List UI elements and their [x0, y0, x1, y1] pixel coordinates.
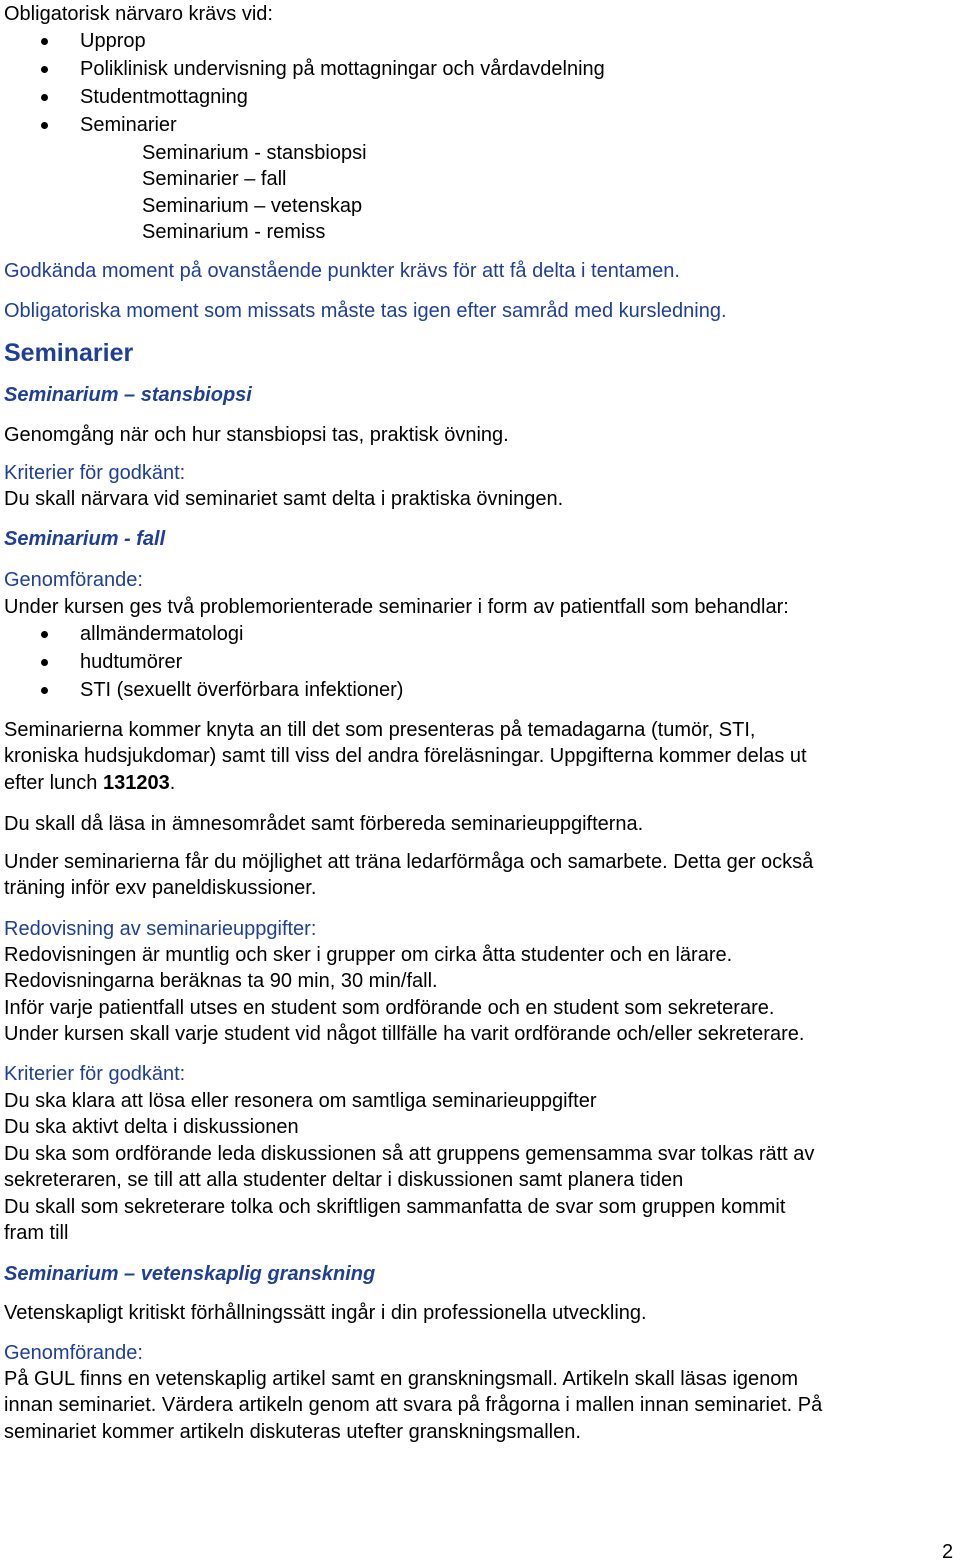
bullet-icon	[41, 122, 48, 129]
fall-paragraph-3: Under seminarierna får du möjlighet att träna ledarförmåga och samarbete. Detta ger också träning inför exv paneldiskussioner.	[4, 851, 814, 900]
bullet-icon	[41, 66, 48, 73]
fall-intro: Under kursen ges två problemorienterade seminarier i form av patientfall som behandlar:	[4, 596, 789, 618]
bullet-icon	[41, 631, 48, 638]
bullet-icon	[41, 687, 48, 694]
stansbiopsi-title: Seminarium – stansbiopsi	[4, 384, 252, 406]
stansbiopsi-criteria-label: Kriterier för godkänt:	[4, 462, 186, 484]
sub-list-item: Seminarium - stansbiopsi	[142, 142, 367, 164]
sub-list-item: Seminarier – fall	[142, 168, 287, 190]
vetenskaplig-description: Vetenskapligt kritiskt förhållningssätt ingår i din professionella utveckling.	[4, 1302, 647, 1324]
sub-list-item: Seminarium – vetenskap	[142, 195, 363, 217]
fall-criteria-label: Kriterier för godkänt:	[4, 1063, 186, 1085]
sub-list-item: Seminarium - remiss	[142, 221, 326, 243]
fall-criteria-text: Du ska klara att lösa eller resonera om samtliga seminarieuppgifter Du ska aktivt delta i diskussionen Du ska som ordförande leda diskussionen så att gruppens gemensamma svar tolkas rätt av sekreteraren, se till att alla studenter deltar i diskussionen samt planera tiden Du skall som sekreterare tolka och skriftligen sammanfatta de svar som gruppen kommit fram till	[4, 1090, 815, 1245]
vetenskaplig-text: På GUL finns en vetenskaplig artikel samt en granskningsmall. Artikeln skall läsas igenom innan seminariet. Värdera artikeln genom att svara på frågorna i mallen innan seminariet. På seminariet kommer artikeln diskuteras utefter granskningsmallen.	[4, 1368, 823, 1443]
requirement-note: Godkända moment på ovanstående punkter krävs för att få delta i tentamen.	[4, 260, 680, 282]
fall-title: Seminarium - fall	[4, 528, 166, 550]
bullet-icon	[41, 38, 48, 45]
attendance-heading: Obligatorisk närvaro krävs vid:	[4, 3, 273, 25]
section-heading-seminarier: Seminarier	[4, 339, 134, 367]
vetenskaplig-genomforande-label: Genomförande:	[4, 1342, 143, 1364]
redovisning-text: Redovisningen är muntlig och sker i grupper om cirka åtta studenter och en lärare. Redovisningarna beräknas ta 90 min, 30 min/fall. Inför varje patientfall utses en student som ordförande och en student som sekreterare. Under kursen skall varje student vid något tillfälle ha varit ordförande och/eller sekreterare.	[4, 944, 805, 1046]
fall-genomforande-label: Genomförande:	[4, 569, 143, 591]
makeup-note: Obligatoriska moment som missats måste tas igen efter samråd med kursledning.	[4, 300, 727, 322]
redovisning-label: Redovisning av seminarieuppgifter:	[4, 918, 317, 940]
bullet-icon	[41, 659, 48, 666]
stansbiopsi-description: Genomgång när och hur stansbiopsi tas, praktisk övning.	[4, 424, 509, 446]
fall-paragraph-2: Du skall då läsa in ämnesområdet samt förbereda seminarieuppgifterna.	[4, 813, 644, 835]
stansbiopsi-criteria-text: Du skall närvara vid seminariet samt delta i praktiska övningen.	[4, 488, 564, 510]
bullet-icon	[41, 94, 48, 101]
page-number: 2	[942, 1541, 954, 1563]
handout-date: 131203	[102, 771, 170, 794]
fall-paragraph-1: Seminarierna kommer knyta an till det som presenteras på temadagarna (tumör, STI, kroniska hudsjukdomar) samt till viss del andra föreläsningar. Uppgifterna kommer delas ut efter lunch 131203.	[4, 719, 807, 794]
vetenskaplig-title: Seminarium – vetenskaplig granskning	[4, 1263, 376, 1285]
